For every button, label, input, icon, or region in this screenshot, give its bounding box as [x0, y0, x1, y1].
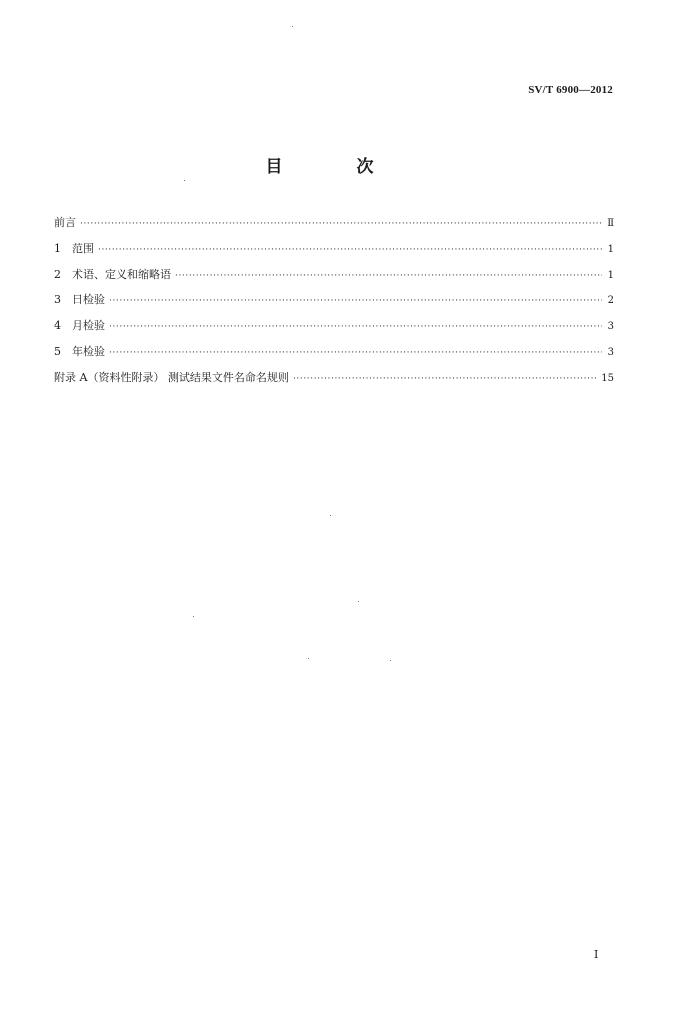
toc-title: 目 次	[265, 157, 408, 177]
scan-speck	[358, 601, 359, 602]
table-of-contents	[54, 216, 614, 397]
toc-entry-number: 4	[54, 319, 61, 333]
toc-entry-number: 3	[54, 293, 61, 307]
scan-speck	[184, 180, 185, 181]
toc-entry-page: 3	[607, 346, 614, 358]
toc-leader-dots	[293, 372, 597, 386]
toc-entry-page: 2	[607, 295, 614, 307]
toc-entry-terms[interactable]	[54, 268, 614, 294]
toc-entry-page: 15	[601, 372, 614, 384]
toc-entry-number: 5	[54, 344, 61, 358]
toc-entry-monthly-inspection[interactable]	[54, 319, 614, 345]
toc-entry-page: 1	[607, 243, 614, 255]
toc-leader-dots	[175, 269, 602, 283]
toc-leader-dots	[109, 346, 602, 360]
toc-entry-label: 范围	[72, 241, 94, 255]
toc-entry-label: 年检验	[72, 344, 105, 358]
toc-entry-label: 术语、定义和缩略语	[72, 267, 171, 281]
toc-entry-page: 1	[607, 269, 614, 281]
toc-entry-page: Ⅱ	[607, 218, 614, 229]
scan-speck	[330, 515, 331, 516]
toc-entry-scope[interactable]	[54, 242, 614, 268]
toc-entry-annual-inspection[interactable]	[54, 345, 614, 371]
toc-entry-number: 2	[54, 267, 61, 281]
scan-speck	[292, 26, 293, 27]
toc-leader-dots	[80, 217, 602, 231]
toc-entry-label: 前言	[54, 216, 76, 229]
toc-entry-daily-inspection[interactable]	[54, 293, 614, 319]
toc-leader-dots	[98, 243, 602, 257]
toc-leader-dots	[109, 320, 602, 334]
page-number: I	[594, 948, 599, 961]
toc-entry-appendix-a[interactable]	[54, 371, 614, 397]
toc-entry-page: 3	[607, 321, 614, 333]
scan-speck	[390, 660, 391, 661]
toc-entry-label: 月检验	[72, 319, 105, 333]
toc-leader-dots	[109, 294, 602, 308]
toc-entry-label: 日检验	[72, 293, 105, 307]
scan-speck	[308, 658, 309, 659]
standard-code: SV/T 6900—2012	[528, 84, 613, 96]
toc-entry-foreword[interactable]	[54, 216, 614, 242]
scan-speck	[193, 616, 194, 617]
toc-entry-label: 附录 A（资料性附录） 测试结果文件名命名规则	[54, 370, 289, 384]
toc-entry-number: 1	[54, 241, 61, 255]
